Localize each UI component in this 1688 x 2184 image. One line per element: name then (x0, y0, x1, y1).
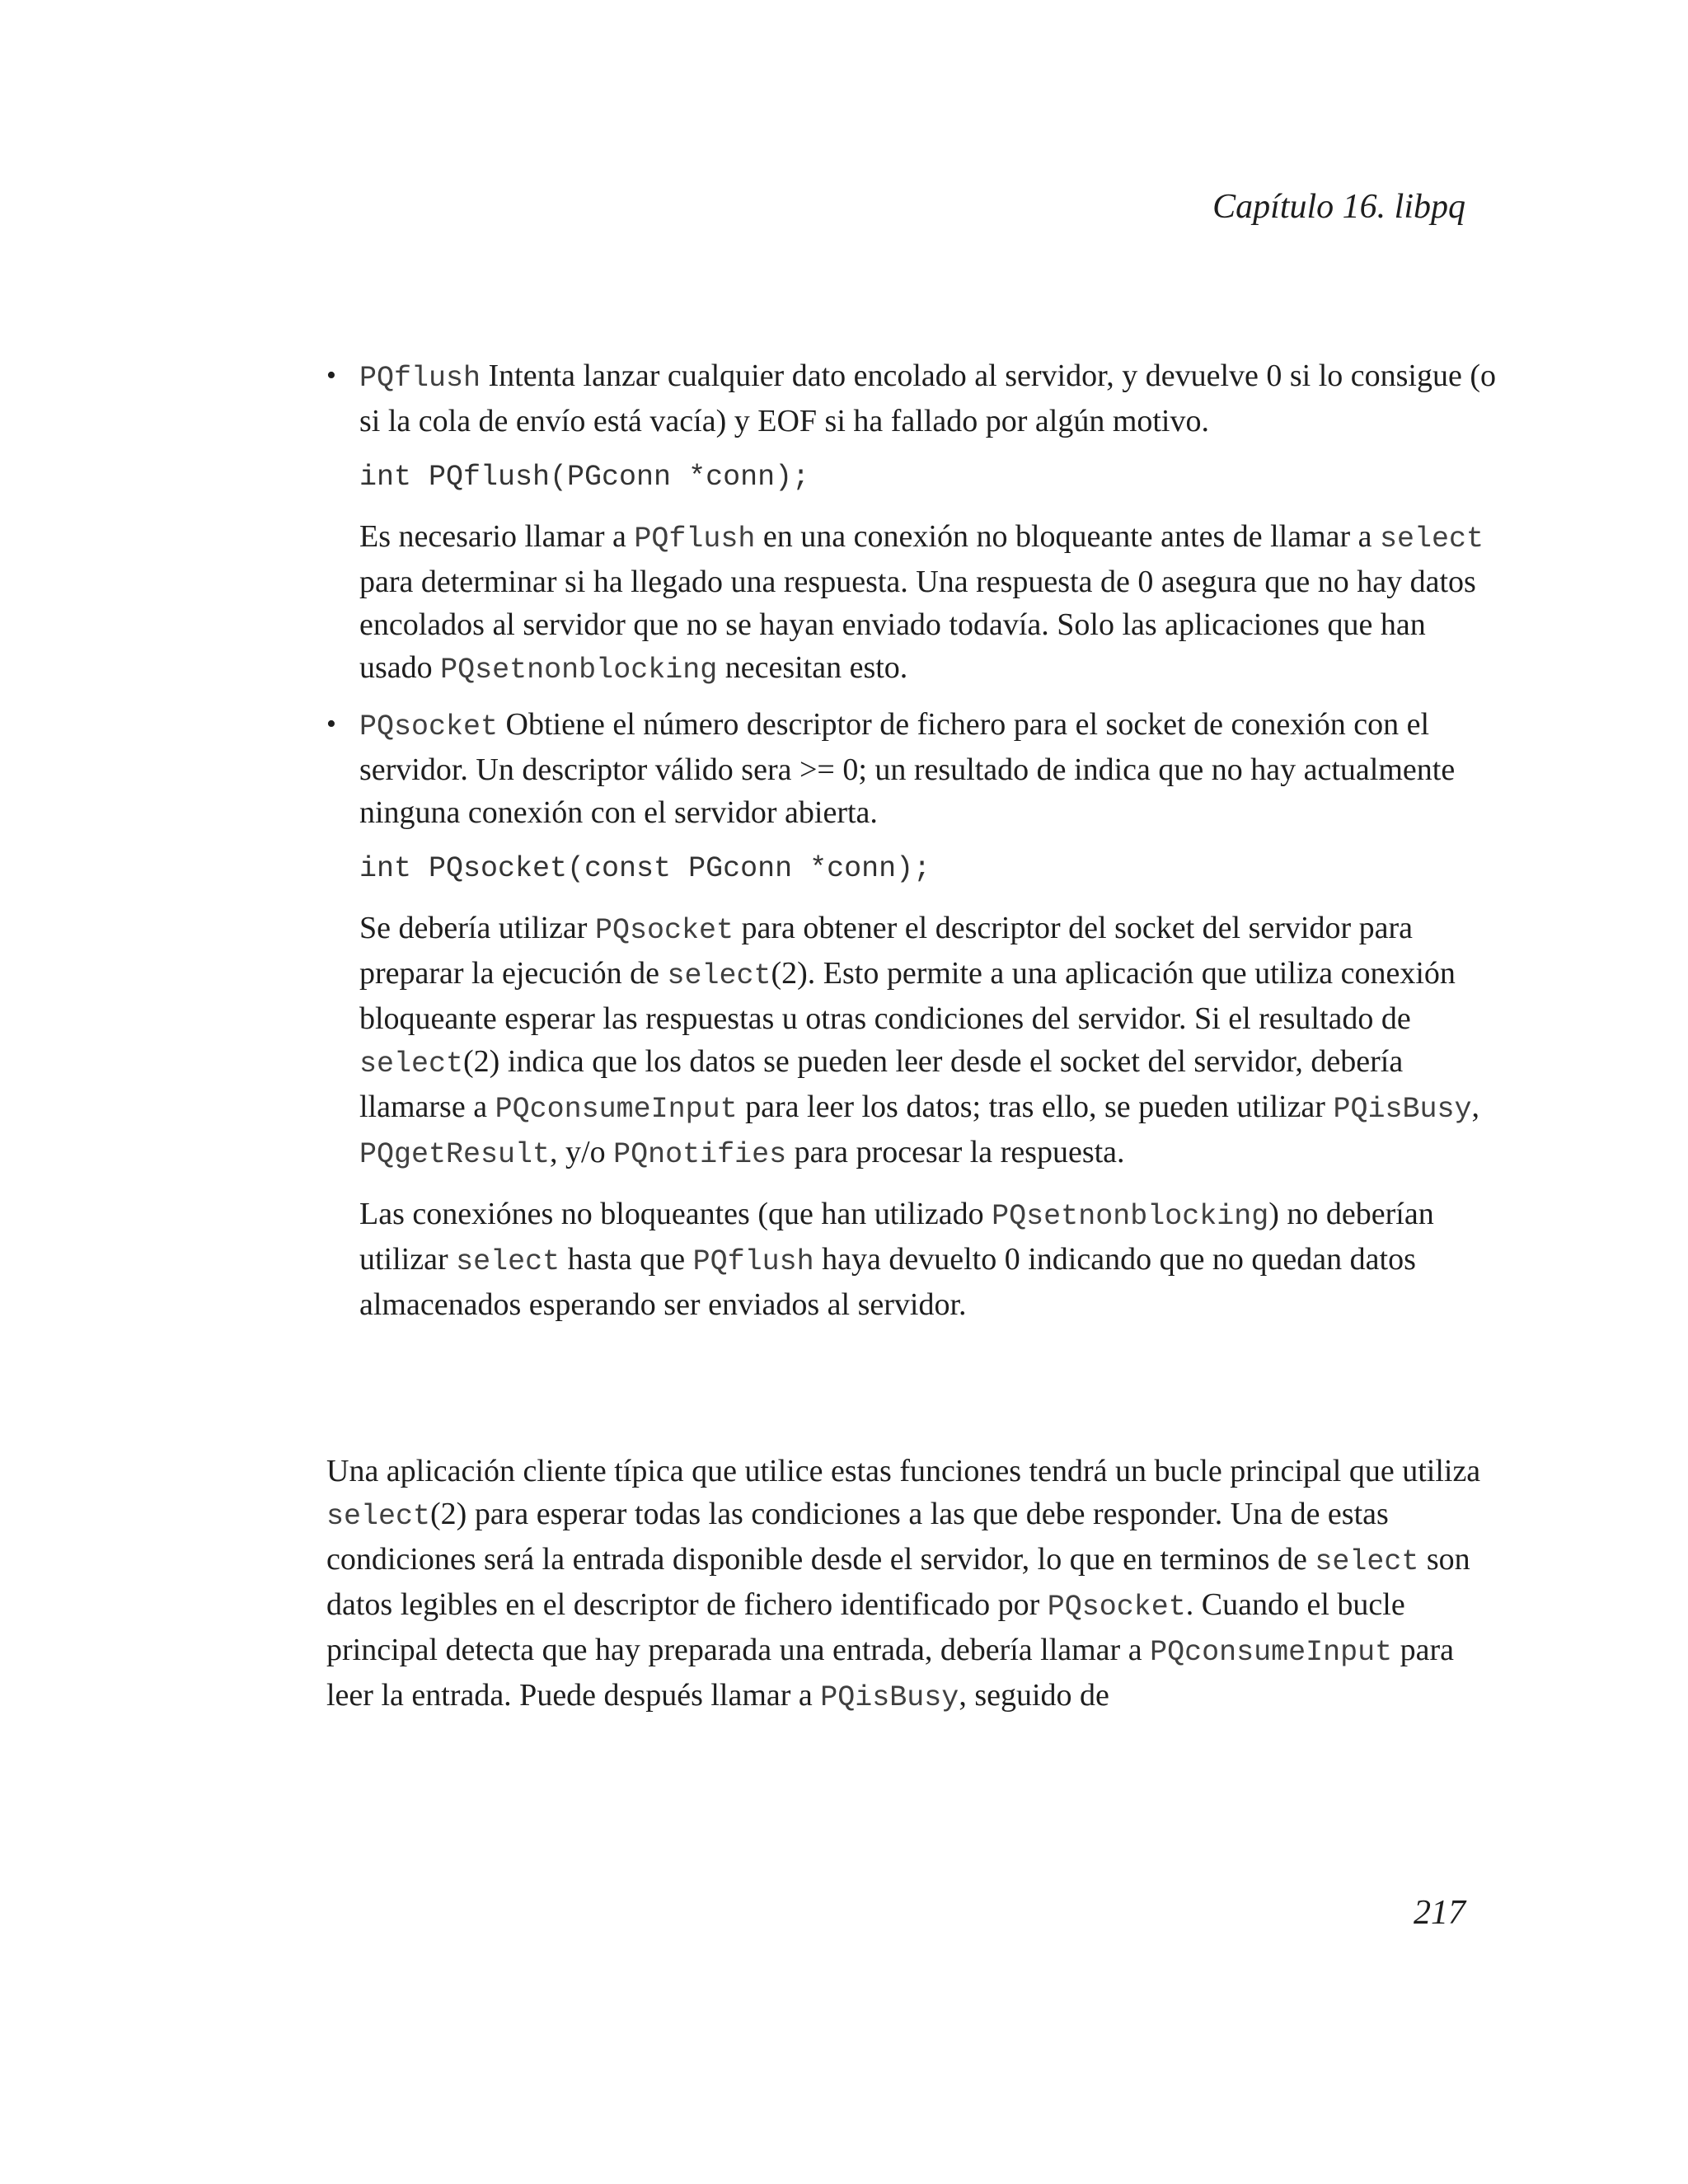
inline-code: select (1380, 523, 1484, 555)
text-run: Una aplicación cliente típica que utilice estas funciones tendrá un bucle principal que utiliza (326, 1454, 1481, 1488)
entry-paragraph (359, 907, 1500, 1176)
entry-lead (359, 354, 1500, 443)
inline-code: PQsocket (594, 914, 734, 947)
inline-code: select (667, 959, 771, 992)
inline-code: PQgetResult (359, 1138, 551, 1171)
function-entry-pqsocket (326, 703, 1500, 1326)
text-run: Se debería utilizar (359, 911, 595, 945)
inline-code: PQconsumeInput (1150, 1636, 1393, 1669)
entry-lead (359, 703, 1500, 834)
function-signature: int PQsocket(const PGconn *conn); (359, 852, 931, 885)
function-description: Obtiene el número descriptor de fichero para el socket de conexión con el servidor. Un descriptor válido sera >= 0; un resultado de indica que no hay actualmente ninguna conexión con el servidor abierta. (359, 707, 1456, 830)
text-run: Las conexiónes no bloqueantes (que han utilizado (359, 1197, 992, 1231)
function-description: Intenta lanzar cualquier dato encolado al servidor, y devuelve 0 si lo consigue (o si la cola de envío está vacía) y EOF si ha fallado por algún motivo. (359, 359, 1497, 438)
inline-code: PQsocket (1047, 1591, 1186, 1624)
text-run: para obtener el descriptor del socket del servidor para preparar la ejecución de (359, 911, 1414, 991)
running-header: Capítulo 16. libpq (1212, 188, 1465, 226)
function-term: PQsocket (359, 710, 499, 743)
text-run: Es necesario llamar a (359, 519, 635, 554)
body-paragraph (326, 1450, 1500, 1719)
inline-code: PQisBusy (1333, 1093, 1472, 1126)
text-run: para procesar la respuesta. (786, 1135, 1125, 1169)
inline-code: PQisBusy (820, 1681, 959, 1714)
inline-code: select (1315, 1545, 1419, 1578)
inline-code: PQflush (692, 1245, 814, 1278)
text-run: , seguido de (959, 1678, 1109, 1713)
text-run: para leer la entrada. Puede después llamar a (326, 1633, 1455, 1713)
text-run: para determinar si ha llegado una respuesta. Una respuesta de 0 asegura que no hay datos encolados al servidor que no se hayan enviado todavía. Solo las aplicaciones que han usado (359, 565, 1476, 685)
function-entry-pqflush (326, 354, 1500, 691)
text-run: ) no deberían utilizar (359, 1197, 1434, 1277)
entry-paragraph (359, 515, 1500, 691)
inline-code: PQnotifies (613, 1138, 787, 1171)
text-run: necesitan esto. (717, 650, 908, 685)
page-number: 217 (1414, 1894, 1465, 1932)
page-body (326, 354, 1500, 1719)
inline-code: PQsetnonblocking (440, 654, 718, 687)
inline-code: select (456, 1245, 560, 1278)
text-run: (2) para esperar todas las condiciones a las que debe responder. Una de estas condiciones será la entrada disponible desde el servidor, lo que en terminos de (326, 1497, 1389, 1577)
inline-code: PQconsumeInput (495, 1093, 738, 1126)
text-run: haya devuelto 0 indicando que no quedan datos almacenados esperando ser enviados al servidor. (359, 1242, 1416, 1322)
text-run: (2). Esto permite a una aplicación que utiliza conexión bloqueante esperar las respuestas u otras condiciones del servidor. Si el resultado de (359, 956, 1456, 1036)
text-run: son datos legibles en el descriptor de fichero identificado por (326, 1542, 1470, 1622)
function-signature: int PQflush(PGconn *conn); (359, 461, 810, 494)
text-run: . Cuando el bucle principal detecta que hay preparada una entrada, debería llamar a (326, 1587, 1405, 1667)
text-run: para leer los datos; tras ello, se pueden utilizar (737, 1090, 1334, 1124)
function-term: PQflush (359, 362, 481, 395)
inline-code: PQsetnonblocking (992, 1200, 1269, 1233)
bullet-icon: • (326, 709, 336, 739)
text-run: en una conexión no bloqueante antes de llamar a (755, 519, 1381, 554)
text-run: , (1471, 1090, 1479, 1124)
inline-code: select (359, 1047, 464, 1080)
text-run: , y/o (550, 1135, 614, 1169)
inline-code: select (326, 1500, 431, 1533)
bullet-icon: • (326, 360, 336, 391)
entry-paragraph (359, 1193, 1500, 1326)
text-run: hasta que (560, 1242, 693, 1277)
text-run: (2) indica que los datos se pueden leer desde el socket del servidor, debería llamarse a (359, 1044, 1404, 1124)
inline-code: PQflush (634, 523, 756, 555)
